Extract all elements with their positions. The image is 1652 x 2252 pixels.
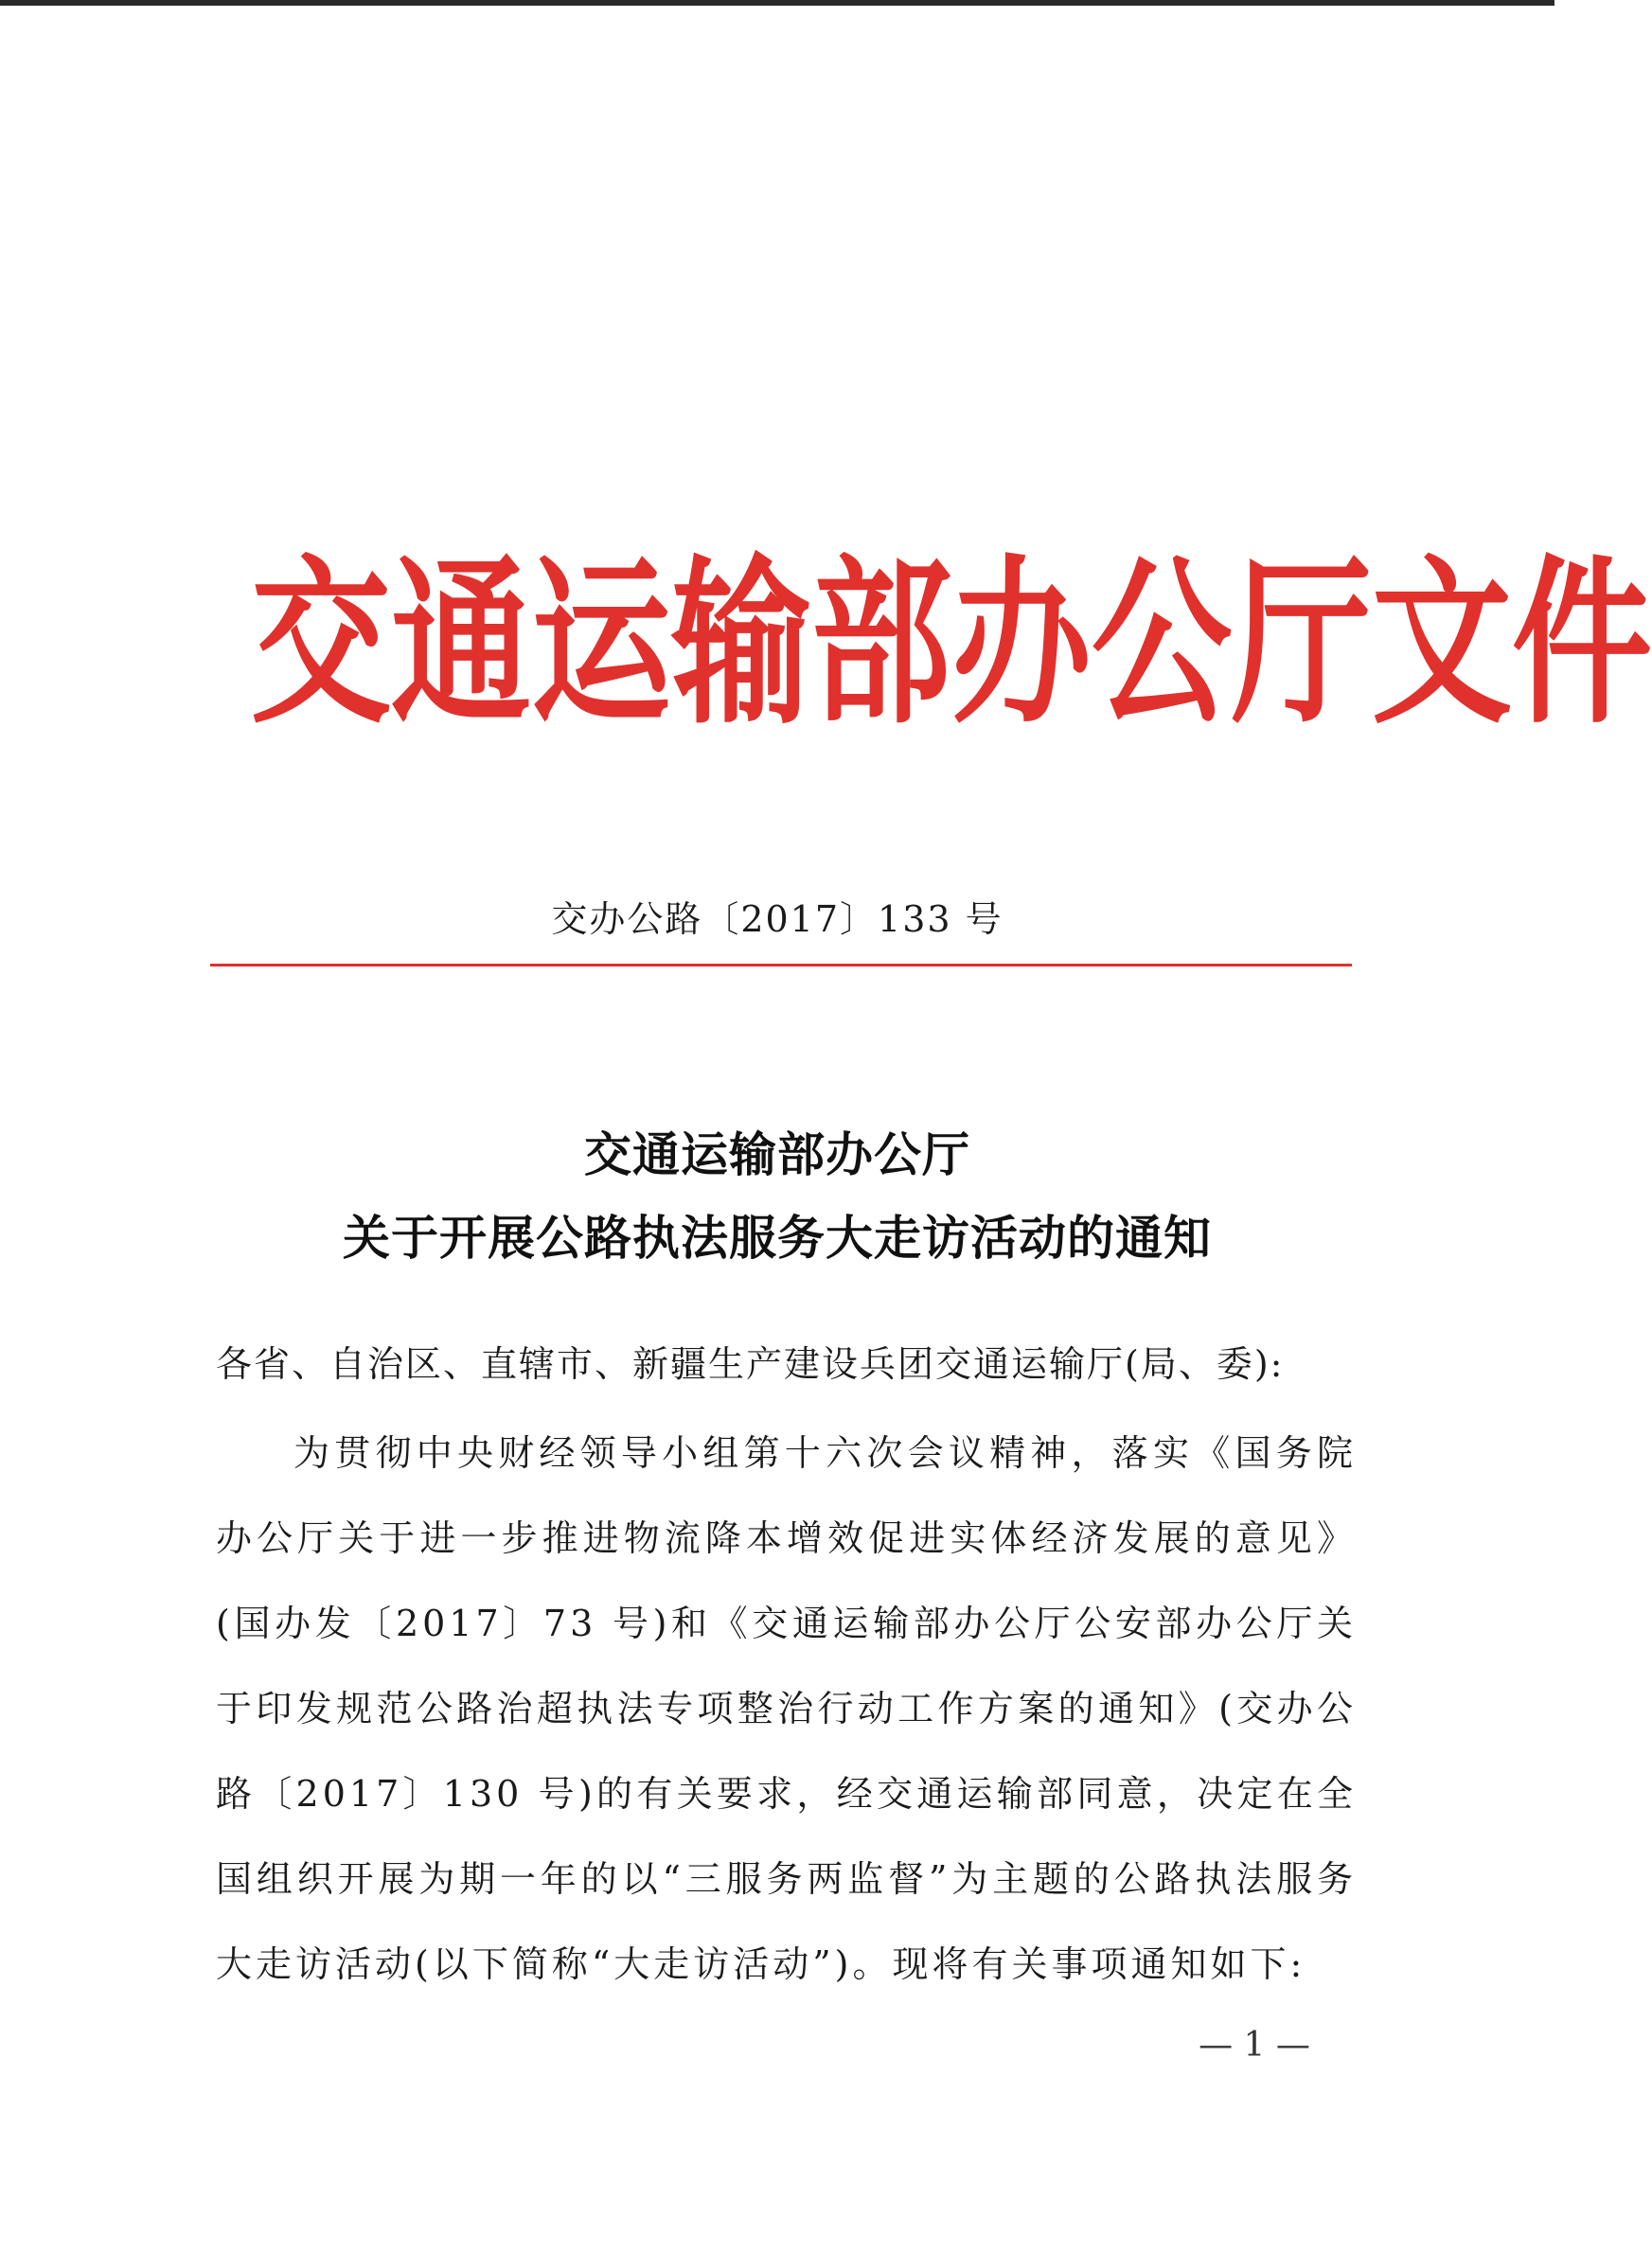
header-char: 文 [1372, 539, 1512, 749]
header-char: 交 [251, 539, 391, 749]
red-divider-line [210, 964, 1352, 966]
header-char: 办 [951, 539, 1092, 749]
scan-top-edge [0, 0, 1554, 6]
page-number: — 1 — [1199, 2026, 1310, 2065]
subject-title: 关于开展公路执法服务大走访活动的通知 [343, 1211, 1212, 1266]
body-paragraph: 为贯彻中央财经领导小组第十六次会议精神，落实《国务院办公厅关于进一步推进物流降本增效促进实体经济发展的意见》(国办发〔2017〕73 号)和《交通运输部办公厅公安部办公厅关于印发规范公路治超执法专项整治行动工作方案的通知》(交办公路〔2017〕130 号)的有关要求，经交通运输部同意，决定在全国组织开展为期一年的以“三服务两监督”为主题的公路执法服务大走访活动(以下简称“大走访活动”)。现将有关事项通知如下: [216, 1432, 1357, 1985]
header-char: 输 [671, 539, 811, 749]
header-char: 运 [531, 539, 671, 749]
header-char: 通 [391, 539, 531, 749]
header-char: 公 [1092, 539, 1232, 749]
subject-issuer: 交通运输部办公厅 [584, 1127, 970, 1182]
header-char: 件 [1512, 539, 1652, 749]
document-header-title [251, 505, 1652, 783]
document-number: 交办公路〔2017〕133 号 [551, 898, 1004, 940]
header-char: 厅 [1232, 539, 1372, 749]
addressee-line: 各省、自治区、直辖市、新疆生产建设兵团交通运输厅(局、委): [216, 1343, 1285, 1385]
header-char: 部 [811, 539, 951, 749]
